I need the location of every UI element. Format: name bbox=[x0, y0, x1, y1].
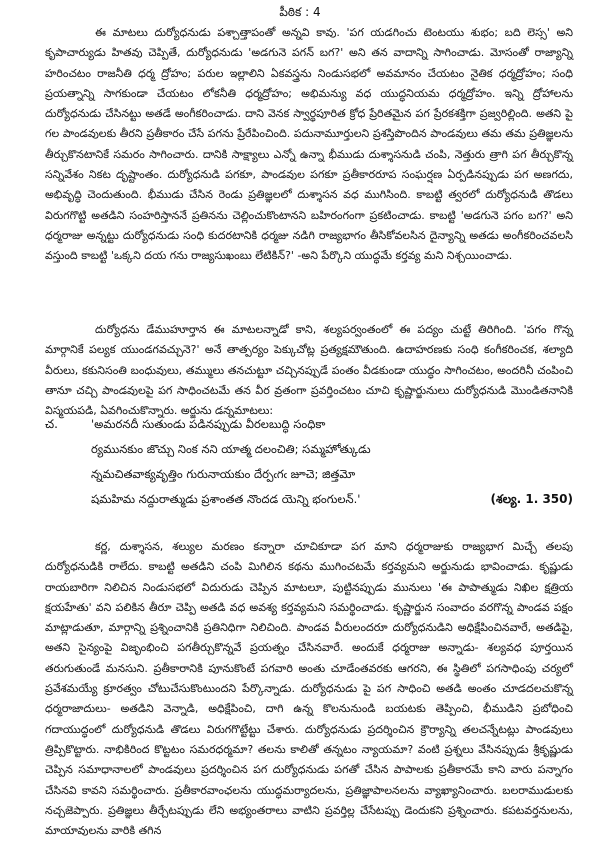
paragraph-3: కర్ణ, దుశ్శాసన, శల్యుల మరణం కన్నారా చూచికూడా పగ మాని ధర్మరాజుకు రాజ్యభాగ మిచ్చే తలపు దుర్యోధనుడికి రాలేదు. కాబట్టి అతడిని చంపి మిగిలిన కథను ముగించటమే కర్తవ్యమని అర్జునుడు భావించాడు. కృష్ణుడు రాయబారిగా నిలిచిన నిండుసభలో విదురుడు చెప్పిన మాటలూ, పుట్టినప్పుడు మునులు 'ఈ పాపాత్ముడు నిఖిల క్షత్రియ క్షయహేతు' వని పలికిన తీరూ చెప్పి అతడి వధ అవశ్య కర్తవ్యమని సమర్థించాడు. కృష్ణార్జున సంవాదం వరగొన్న పాండవ పక్షం మాట్లాడుతూ, మార్గాన్ని ప్రశ్నించానికి ప్రతినిధిగా నిలిచింది. పాండవ వీరులందరూ దుర్యోధనుడిని అధిక్షేపించినవారే, అతడిపై, అతని సైన్యంపై విజృంభించి పగతీర్చుకొన్నవే ప్రయత్నం చేసినవారే. అందుకే ధర్మరాజు అన్నాడు- శల్యవధ పూర్తయిన తరుగుతుండే మనసుని. ప్రతీకారానికి పూనుకొంటే పగవారి అంతు చూడేంతవరకు ఆగరని, ఈ స్థితిలో పగసాధింపు చర్యలో ప్రవేశమయ్యే క్రూరత్వం చోటుచేసుకొంటుందని పేర్కొన్నాడు. దుర్యోధనుడు పై పగ సాధించి అతడి అంతం చూడదలచుకొన్న ధర్మరాజాదులు- అతడిని వెన్నాడి, అధిక్షేపించి, దాగి ఉన్న కొలనునుండి బయటకు తెప్పించి, భీముడిని ప్రబోధించి గదాయుద్ధంలో దుర్యోధనుడి తొడలు విరుగగొట్టేట్టు చేశారు. దుర్యోధనుడు ప్రదర్శించిన క్రౌర్యాన్ని తలచన్నేటట్లు పాండవులు త్రిప్పికొట్టారు. నాభికిరింద కొట్టటం సమరధర్మమా? తలను కాలితో తన్నటం న్యాయమా? వంటి ప్రశ్నలు వేసినప్పుడు శ్రీకృష్ణుడు చెప్పిన సమాధానాలలో పాండవులు ప్రదర్శించిన పగ దుర్యోధనుడు పగతో చేసిన పాపాలకు ప్రతీకారమే కాని వారు పన్నాగం చేసినవి కావని సమర్థించారు. ప్రతీకారవాంఛలను యుద్ధమర్యాదలను, ప్రతిజ్ఞాపాలనలను వ్యాఖ్యానించారు. బలరాముడులకు నచ్చజెప్పారు. ప్రతిజ్ఞలు తీర్చేటప్పుడు లేని అభ్యంతరాలు వాటిని ప్రవర్తిల్ల చేసేటప్పు డెందుకని ప్రశ్నించారు. కపటవర్తనులను, మాయావులను వారికి తగిన bbox=[45, 540, 573, 838]
verse-last-row bbox=[91, 487, 573, 512]
page-header: పీఠిక : 4 bbox=[279, 5, 321, 19]
verse-reference: (శల్య. 1. 350) bbox=[490, 492, 573, 506]
paragraph-1: ఈ మాటలు దుర్యోధనుడు పశ్చాత్తాపంతో అన్నవి కావు. 'పగ యడగించు టెంటయు శుభం; బది లెస్స' అని కృపాచార్యుడు హితవు చెప్పితే, దుర్యోధనుడు 'అడగునె పగన్ బగ?' అని తన వాదాన్ని సాగించాడు. మోసంతో రాజ్యాన్ని హరించటం రాజనీతి ధర్మ ద్రోహం; పరుల ఇల్లాలిని ఏకవస్త్రను నిండుసభలో అవమానం చేయటం నైతిక ధర్మద్రోహం; సంధి ప్రయత్నాన్ని సాగకుండా చేయటం లోకనీతి ధర్మద్రోహం; అభిమన్యు వధ యుద్ధనియమ ధర్మద్రోహం. ఇన్ని ద్రోహాలను దుర్యోధనుడు చేసినట్టు అతడే అంగీకరించాడు. దాని వెనక స్వార్థపూరిత క్రోధ ప్రేరితమైన పగ ప్రేరకశక్తిగా ప్రజ్వరిల్లింది. అతని పై గల పాండవులకు తీరని ప్రతీకారం చేసే పగను ప్రేరేపించింది. పదునామూర్తులని ప్రశస్తిపొందిన పాండవులు తమ తమ ప్రతిజ్ఞలను తీర్చుకొనటానికే సమరం సాగించారు. దానికి సాక్ష్యాలు ఎన్నో ఉన్నా భీముడు దుశ్శాసనుడి చంపి, నెత్తురు త్రాగి పగ తీర్చుకొన్న సన్నివేశం నికట దృష్టాంతం. దుర్యోధనుడి పగకూ, పాండవుల పగకూ ప్రతీకారరూప సంఘర్షణ ఏర్పడినప్పుడు పగ అణగదు, అభివృద్ధి చెందుతుంది. భీముడు చేసిన రెండు ప్రతిజ్ఞలలో దుశ్శాసన వధ ముగిసింది. కాబట్టి త్వరలో దుర్యోధనుడి తొడలు విరుగగొట్టి అతడిని సంహరిస్తాననే ప్రతినను చెల్లించుకొంటానని బహిరంగంగా ప్రకటించాడు. కాబట్టి 'అడగునె పగం బగ?' అని ధర్మరాజు అన్నట్టు దుర్యోధనుడు సంధి కుదరటానికి ధర్మజు నడిగి రాజ్యభాగం తీసికోవలసిన దైన్యాన్ని అతడు అంగీకరించవలసి వస్తుంది కాబట్టి 'ఒక్కని దయ గను రాజ్యసుఖంబు లేటికిన్?' -అని పేర్కొని యుద్ధమే కర్తవ్య మని నిశ్చయించాడు. bbox=[45, 26, 573, 263]
verse-lines bbox=[91, 412, 573, 512]
paragraph-2: దుర్యోధను డేముహూర్తాన ఈ మాటలన్నాడో కాని, శల్యపర్వంతంలో ఈ పద్యం చుట్టే తిరిగింది. 'పగం గొన్న మార్గానికే పల్యక యుండగవచ్చునె?' అనే తాత్పర్యం పెక్కుచోట్ల ప్రత్యక్షమౌతుంది. ఉదాహరణకు సంధి కంగీకరించక, శల్యాది వీరులు, కకునిసంతి బంధువులు, తమ్ములు తనచుట్టూ చచ్చినప్పుడే పంతం వీడకుండా యుద్ధం సాగించటం, అందరినీ చంపించి తానూ చచ్చి పాండవులపై పగ సాధించటమే తన వీర వ్రతంగా ప్రవర్తించటం చూచి కృష్ణార్జునులు దుర్యోధనుడి మొండితనానికి విస్మయపడి, ఏవగించుకొన్నారు. అర్జును డన్నమాటలు: bbox=[45, 323, 573, 418]
verse-line-3: న్నమచితవాక్యవృత్తిం గురునాయకుం దేర్పఁగఁ జూచె; జిత్తమో bbox=[91, 467, 356, 481]
verse-block bbox=[45, 412, 573, 522]
verse-line-1: 'అమరనదీ సుతుండు పడినప్పుడు వీరలబుద్ధి సంధికా bbox=[91, 417, 326, 431]
verse-line-4: షమహిమ నద్దురాత్ముడు ప్రశాంతత నొందడ యెన్ని భంగులన్.' bbox=[91, 492, 361, 506]
verse-meter-marker: చ. bbox=[45, 417, 58, 431]
verse-line-2: ర్యమునకుం జొచ్చు నింక నని యాత్మ దలంచితి; సమ్మహోత్కుడు bbox=[91, 442, 371, 456]
